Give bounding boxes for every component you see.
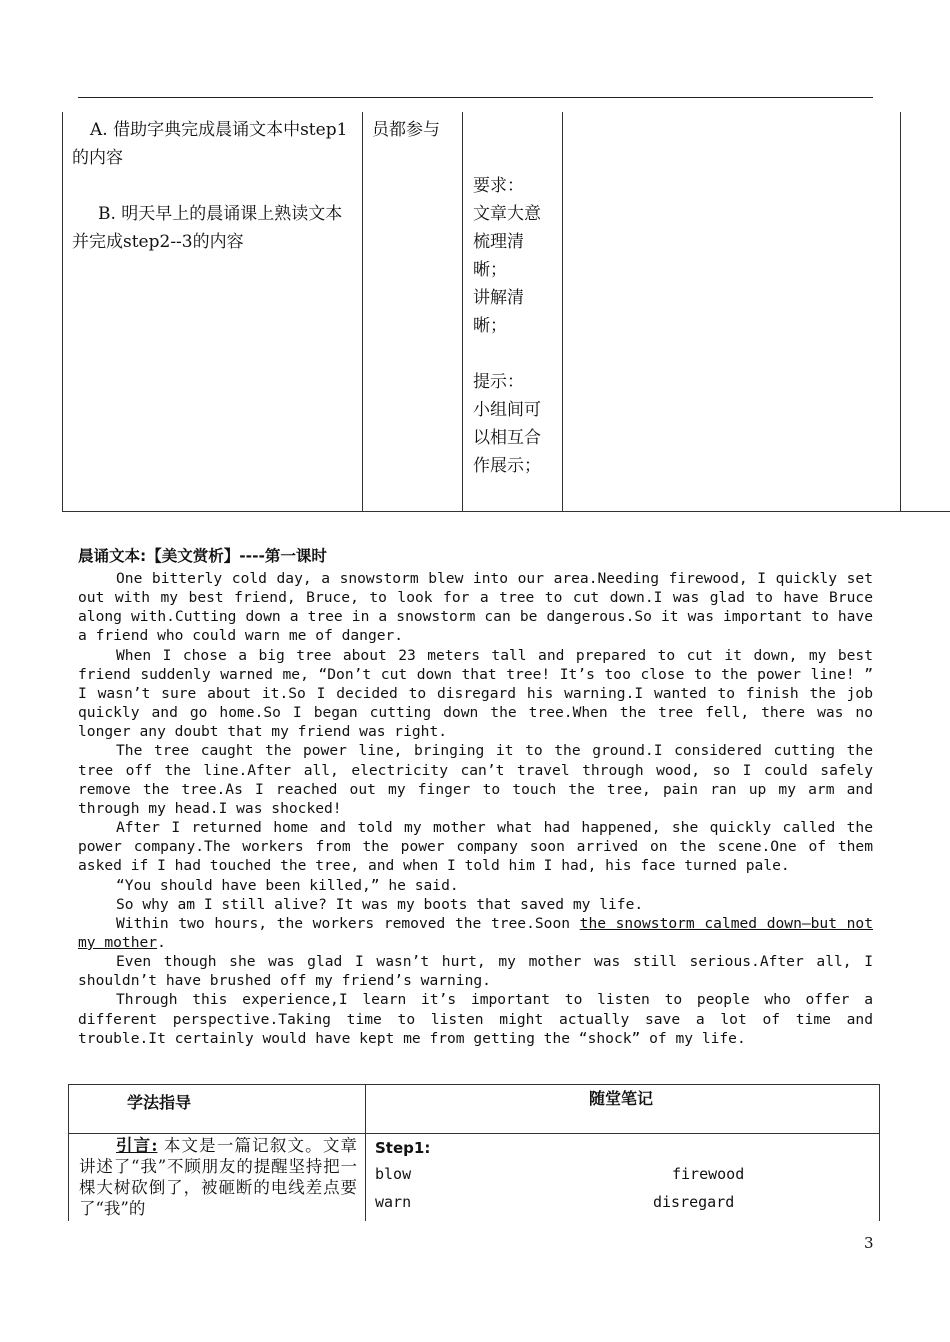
requirement-line: 作展示； bbox=[473, 456, 541, 476]
notes-cell bbox=[375, 1139, 870, 1216]
table-bottom-border bbox=[62, 511, 950, 512]
passage-paragraph: One bitterly cold day, a snowstorm blew into our area.Needing firewood, I quickly set out with my best friend, Bruce, to look for a tree to cut down.I was glad to have Bruce along with.Cutting down a tree in a snowstorm can be dangerous.So it was important to have a friend who could warn me of danger. bbox=[78, 570, 873, 645]
table-divider bbox=[462, 112, 463, 511]
reading-passage bbox=[78, 569, 873, 1048]
requirement-line: 要求： bbox=[473, 176, 524, 196]
passage-paragraph: “You should have been killed,” he said. bbox=[116, 876, 459, 894]
requirement-line: 提示： bbox=[473, 372, 524, 392]
task-item-a: A. 借助字典完成晨诵文本中step1的内容 bbox=[72, 120, 348, 168]
vocab-row bbox=[375, 1188, 870, 1216]
vocab-word: disregard bbox=[653, 1193, 735, 1211]
requirement-line bbox=[473, 340, 559, 368]
table-border-left bbox=[62, 112, 63, 511]
passage-paragraph: When I chose a big tree about 23 meters tall and prepared to cut it down, my best friend suddenly warned me, “Don’t cut down that tree! It’s too close to the power line! ” I wasn’t sure about it.So I decided to disregard his warning.I wanted to finish the job quickly and go home.So I began cutting down the tree.When the tree fell, there was no longer any doubt that my friend was right. bbox=[78, 646, 873, 741]
requirement-line: 讲解清 bbox=[473, 288, 524, 308]
passage-paragraph: The tree caught the power line, bringing it to the ground.I considered cutting the tree off the line.After all, electricity can’t travel through wood, so I could safely remove the tree.As I reached out my finger to touch the tree, pain ran up my arm and through my head.I was shocked! bbox=[78, 742, 873, 817]
table-column-divider bbox=[365, 1085, 366, 1221]
requirement-line: 小组间可 bbox=[473, 400, 541, 420]
guide-label: 引言: bbox=[116, 1136, 158, 1155]
vocab-word: warn bbox=[375, 1193, 412, 1211]
underlined-phrase: the snowstorm calmed down—but not my mother bbox=[78, 914, 873, 951]
passage-paragraph: So why am I still alive? It was my boots that saved my life. bbox=[116, 895, 644, 913]
table-divider bbox=[900, 112, 901, 511]
passage-paragraph bbox=[78, 914, 873, 952]
vocab-word: firewood bbox=[672, 1165, 745, 1183]
header-study-guide: 学法指导 bbox=[127, 1093, 192, 1112]
guide-body: 本文是一篇记叙文。文章讲述了“我”不顾朋友的提醒坚持把一棵大树砍倒了，被砸断的电线差点要了“我”的 bbox=[79, 1136, 358, 1218]
requirement-line: 梳理清 bbox=[473, 232, 524, 252]
requirement-line: 文章大意 bbox=[473, 204, 541, 224]
passage-paragraph: Even though she was glad I wasn’t hurt, my mother was still serious.After all, I shouldn’t have brushed off my friend’s warning. bbox=[78, 953, 873, 990]
text-span: Within two hours, the workers removed the tree.Soon bbox=[116, 914, 580, 932]
requirement-line: 晰； bbox=[473, 260, 507, 280]
text-span: . bbox=[157, 933, 166, 951]
header-rule bbox=[78, 97, 873, 98]
vocab-row bbox=[375, 1160, 870, 1188]
task-item-b: B. 明天早上的晨诵课上熟读文本并完成step2--3的内容 bbox=[72, 204, 343, 252]
step-label: Step1: bbox=[375, 1139, 431, 1157]
participation-cell: 员都参与 bbox=[372, 120, 440, 140]
task-cell bbox=[72, 116, 357, 256]
requirement-line: 晰； bbox=[473, 316, 507, 336]
study-table bbox=[68, 1084, 880, 1221]
passage-paragraph: After I returned home and told my mother what had happened, she quickly called the power company.The workers from the power company soon arrived on the scene.One of them asked if I had touched the tree, and when I told him I had, his face turned pale. bbox=[78, 819, 873, 875]
guide-text bbox=[79, 1135, 357, 1219]
passage-paragraph: Through this experience,I learn it’s important to listen to people who offer a different perspective.Taking time to listen might actually save a lot of time and trouble.It certainly would have kept me from getting the “shock” of my life. bbox=[78, 991, 873, 1047]
header-class-notes: 随堂笔记 bbox=[589, 1089, 654, 1108]
table-divider bbox=[562, 112, 563, 511]
table-header-rule bbox=[69, 1133, 879, 1134]
requirements-cell bbox=[473, 172, 559, 480]
reading-title: 晨诵文本:【美文赏析】----第一课时 bbox=[78, 547, 327, 565]
page-number: 3 bbox=[864, 1234, 874, 1252]
table-divider bbox=[362, 112, 363, 511]
vocab-word: blow bbox=[375, 1165, 412, 1183]
requirement-line: 以相互合 bbox=[473, 428, 541, 448]
